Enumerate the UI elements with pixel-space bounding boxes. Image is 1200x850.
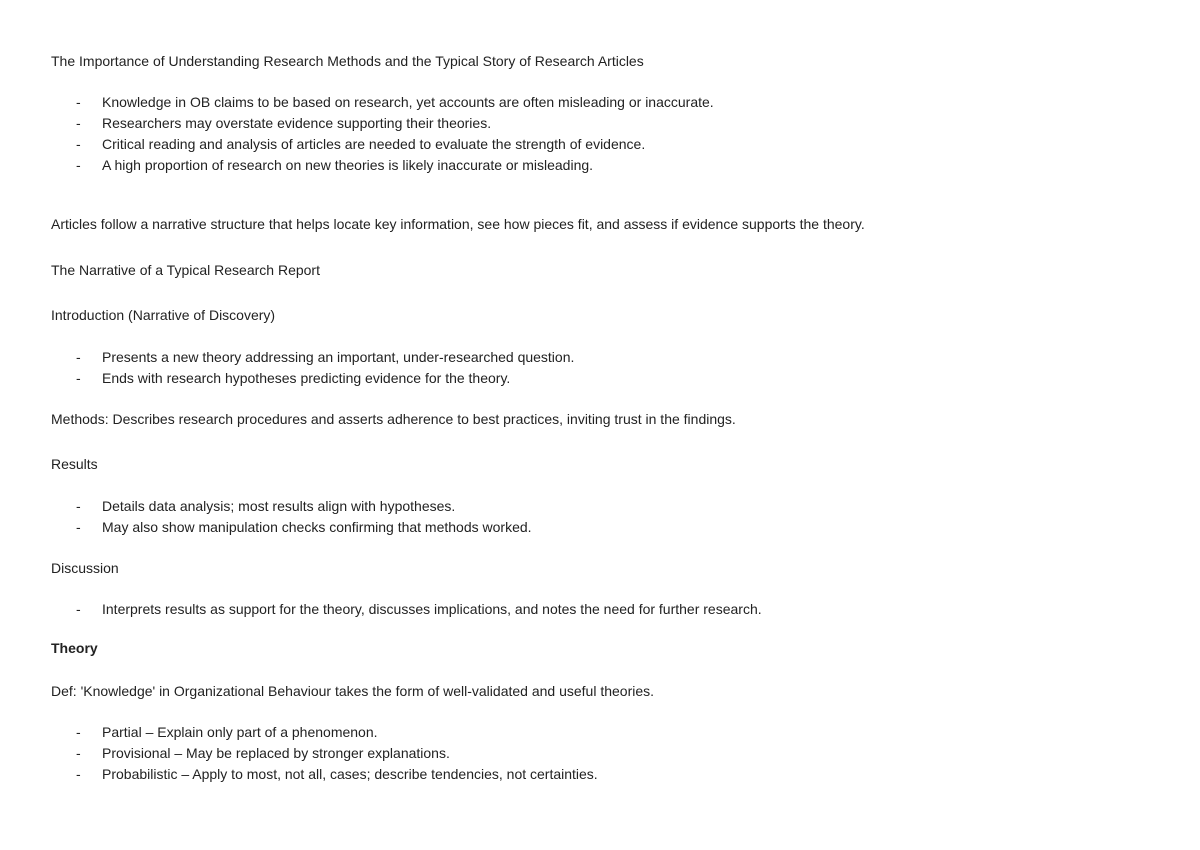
bullet-dash: - bbox=[76, 766, 81, 782]
list-item bbox=[76, 93, 714, 111]
theory-heading: Theory bbox=[51, 640, 98, 656]
methods-paragraph: Methods: Describes research procedures and asserts adherence to best practices, inviting trust in the findings. bbox=[51, 411, 736, 427]
bullet-dash: - bbox=[76, 745, 81, 761]
theory-definition: Def: 'Knowledge' in Organizational Behaviour takes the form of well-validated and useful theories. bbox=[51, 683, 655, 699]
list-item-text: Interprets results as support for the theory, discusses implications, and notes the need for further research. bbox=[102, 601, 762, 617]
bullet-dash: - bbox=[76, 115, 81, 131]
list-item bbox=[76, 744, 450, 762]
narrative-paragraph: Articles follow a narrative structure that helps locate key information, see how pieces fit, and assess if evidence supports the theory. bbox=[51, 216, 865, 232]
list-item bbox=[76, 497, 455, 515]
list-item-text: Partial – Explain only part of a phenomenon. bbox=[102, 724, 378, 740]
list-item bbox=[76, 156, 593, 174]
list-item bbox=[76, 114, 491, 132]
list-item-text: Researchers may overstate evidence supporting their theories. bbox=[102, 115, 492, 131]
list-item bbox=[76, 369, 510, 387]
results-heading: Results bbox=[51, 456, 98, 472]
narrative-heading: The Narrative of a Typical Research Report bbox=[51, 262, 320, 278]
list-item-text: Probabilistic – Apply to most, not all, cases; describe tendencies, not certainties. bbox=[102, 766, 598, 782]
list-item-text: Provisional – May be replaced by stronger explanations. bbox=[102, 745, 450, 761]
bullet-dash: - bbox=[76, 601, 81, 617]
list-item-text: Ends with research hypotheses predicting evidence for the theory. bbox=[102, 370, 511, 386]
list-item-text: Details data analysis; most results align with hypotheses. bbox=[102, 498, 456, 514]
list-item bbox=[76, 723, 378, 741]
list-item bbox=[76, 518, 532, 536]
doc-title: The Importance of Understanding Research Methods and the Typical Story of Research Articles bbox=[51, 53, 644, 69]
list-item-text: A high proportion of research on new theories is likely inaccurate or misleading. bbox=[102, 157, 594, 173]
bullet-dash: - bbox=[76, 498, 81, 514]
discussion-heading: Discussion bbox=[51, 560, 119, 576]
list-item bbox=[76, 765, 598, 783]
list-item-text: Knowledge in OB claims to be based on research, yet accounts are often misleading or inaccurate. bbox=[102, 94, 714, 110]
bullet-dash: - bbox=[76, 370, 81, 386]
list-item bbox=[76, 135, 645, 153]
introduction-heading: Introduction (Narrative of Discovery) bbox=[51, 307, 276, 323]
list-item bbox=[76, 600, 762, 618]
bullet-dash: - bbox=[76, 94, 81, 110]
bullet-dash: - bbox=[76, 349, 81, 365]
bullet-dash: - bbox=[76, 157, 81, 173]
bullet-dash: - bbox=[76, 519, 81, 535]
list-item-text: Presents a new theory addressing an important, under-researched question. bbox=[102, 349, 575, 365]
bullet-dash: - bbox=[76, 136, 81, 152]
list-item-text: Critical reading and analysis of articles are needed to evaluate the strength of evidence. bbox=[102, 136, 646, 152]
bullet-dash: - bbox=[76, 724, 81, 740]
list-item bbox=[76, 348, 574, 366]
list-item-text: May also show manipulation checks confirming that methods worked. bbox=[102, 519, 532, 535]
